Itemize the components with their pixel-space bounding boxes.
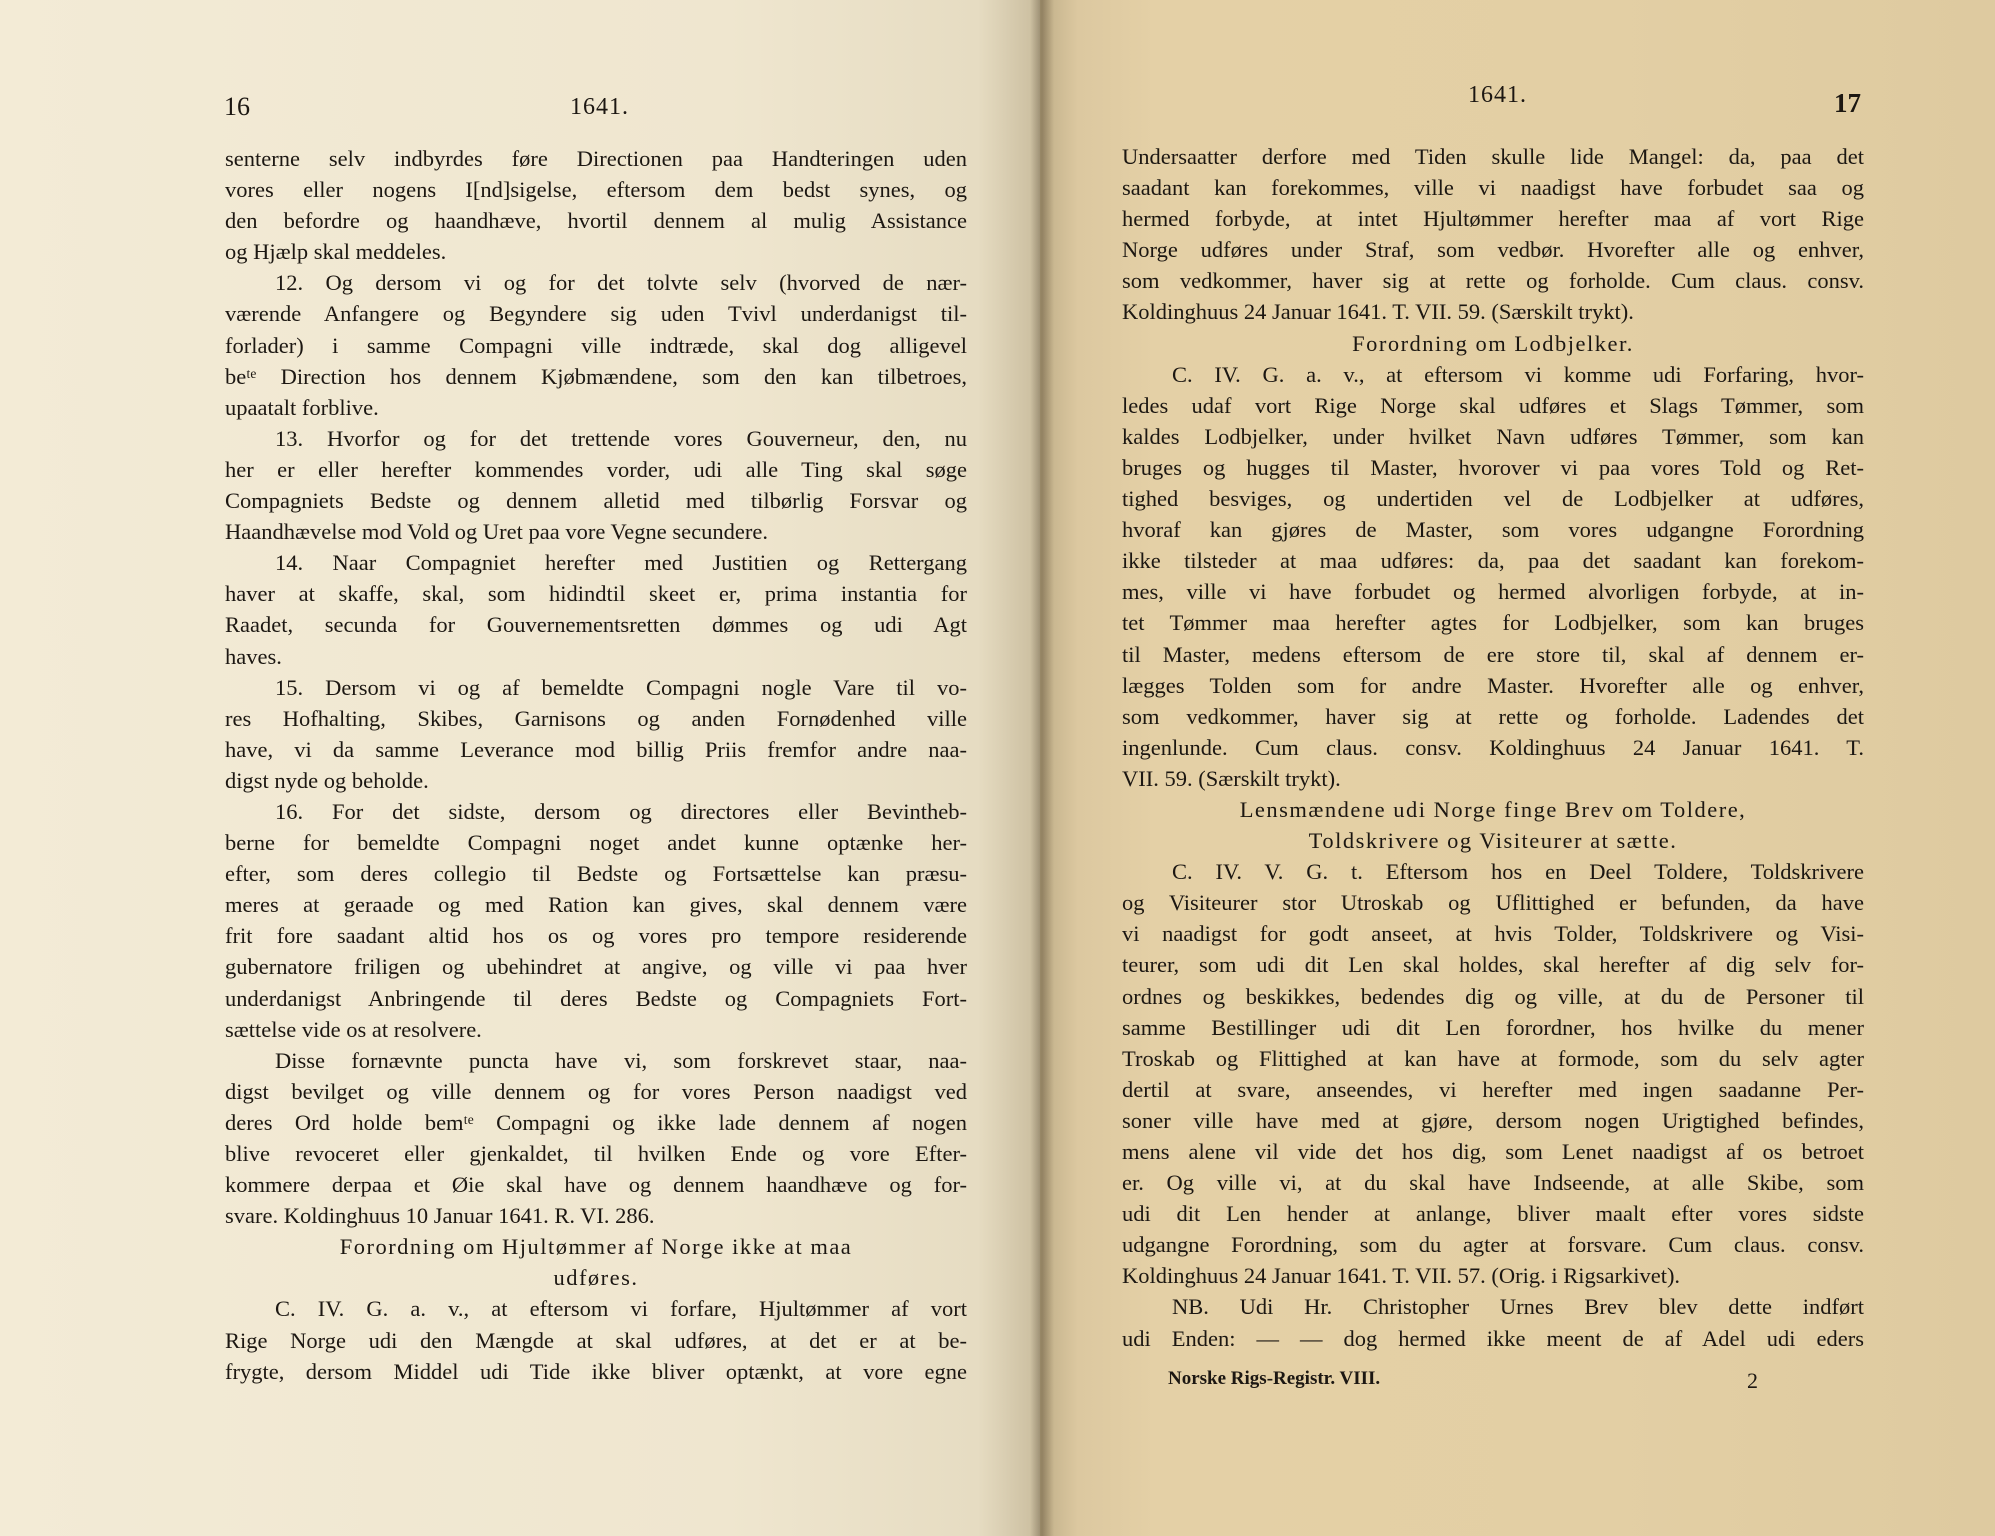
right-text-line: saadant kan forekommes, ville vi naadigst have forbudet saa og [1122,175,1864,201]
left-text-line: berne for bemeldte Compagni noget andet kunne optænke her- [225,830,967,856]
page-footer [1168,1368,1758,1393]
left-text-line: forlader) i samme Compagni ville indtræde, skal dog alligevel [225,332,967,358]
right-text-line: tet Tømmer maa herefter agtes for Lodbjelker, som kan bruges [1122,610,1864,636]
left-text-line: 12. Og dersom vi og for det tolvte selv (hvorved de nær- [275,270,967,296]
left-page-body [225,143,967,1387]
right-text-line: udi Enden: — — dog hermed ikke meent de af Adel udi eders [1122,1325,1864,1351]
left-text-line: sættelse vide os at resolvere. [225,1016,482,1042]
left-text-line: frit fore saadant altid hos os og vores pro tempore residerende [225,923,967,949]
left-text-line: haver at skaffe, skal, som hidindtil skeet er, prima instantia for [225,581,967,607]
right-text-line: ordnes og beskikkes, bedendes dig og ville, at du de Personer til [1122,983,1864,1009]
right-text-line: ledes udaf vort Rige Norge skal udføres et Slags Tømmer, som [1122,392,1864,418]
right-text-line: udi dit Len hender at anlange, bliver maalt efter vores sidste [1122,1201,1864,1227]
right-text-line: samme Bestillinger udi dit Len forordner, hos hvilke du mener [1122,1014,1864,1040]
right-text-line: NB. Udi Hr. Christopher Urnes Brev blev dette indført [1172,1294,1864,1320]
left-text-line: svare. Koldinghuus 10 Januar 1641. R. VI. 286. [225,1203,655,1229]
right-text-line: Koldinghuus 24 Januar 1641. T. VII. 59. (Særskilt trykt). [1122,299,1634,325]
right-text-line: mens alene vil vide det hos dig, som Lenet naadigst af os betroet [1122,1139,1864,1164]
left-text-line: blive revoceret eller gjenkaldet, til hvilken Ende og vore Efter- [225,1141,967,1166]
left-text-line: Rige Norge udi den Mængde at skal udføres, at det er at be- [225,1327,967,1353]
right-heading-line: Lensmændene udi Norge finge Brev om Toldere, [1239,796,1747,822]
left-text-line: her er eller herefter kommendes vorder, udi alle Ting skal søge [225,456,967,482]
right-text-line: Norge udføres under Straf, som vedbør. Hvorefter alle og enhver, [1122,237,1864,263]
page-number-left: 16 [224,92,250,121]
left-text-line: vores eller nogens I[nd]sigelse, eftersom dem bedst synes, og [225,177,967,203]
right-text-line: kaldes Lodbjelker, under hvilket Navn udføres Tømmer, som kan [1122,423,1864,449]
right-text-line: ikke tilsteder at maa udføres: da, paa det saadant kan forekom- [1122,548,1864,574]
left-text-line: værende Anfangere og Begyndere sig uden Tvivl underdanigst til- [225,301,967,327]
right-text-line: bruges og hugges til Master, hvorover vi paa vores Told og Ret- [1122,454,1864,480]
left-text-line: res Hofhalting, Skibes, Garnisons og anden Fornødenhed ville [225,705,967,731]
right-text-line: og Visiteurer stor Utroskab og Uflittighed er befunden, da have [1122,890,1864,916]
left-text-line: have, vi da samme Leverance mod billig Priis fremfor andre naa- [225,736,967,762]
right-page-body [1122,141,1864,1354]
right-text-line: tighed besviges, og undertiden vel de Lodbjelker at udføres, [1122,486,1864,512]
right-text-line: er. Og ville vi, at du skal have Indseende, at alle Skibe, som [1122,1170,1864,1196]
right-heading-line: Toldskrivere og Visiteurer at sætte. [1308,828,1678,854]
right-text-line: Undersaatter derfore med Tiden skulle lide Mangel: da, paa det [1122,144,1864,169]
left-text-line: 16. For det sidste, dersom og directores eller Bevintheb- [275,798,967,824]
left-text-line: frygte, dersom Middel udi Tide ikke bliver optænkt, at vore egne [225,1358,967,1384]
right-text-line: dertil at svare, anseendes, vi herefter med ingen saadanne Per- [1122,1076,1864,1102]
left-text-line: beᵗᵉ Direction hos dennem Kjøbmændene, som den kan tilbetroes, [225,363,967,389]
right-text-line: som vedkommer, haver sig at rette og forholde. Cum claus. consv. [1122,268,1864,294]
page-number-right: 17 [1834,88,1861,118]
right-text-line: C. IV. G. a. v., at eftersom vi komme udi Forfaring, hvor- [1172,361,1864,387]
left-text-line: 15. Dersom vi og af bemeldte Compagni nogle Vare til vo- [275,674,967,700]
right-text-line: hermed forbyde, at intet Hjultømmer herefter maa af vort Rige [1122,206,1864,232]
running-head-right: 1641. [1468,82,1527,108]
left-heading-line: Forordning om Hjultømmer af Norge ikke at maa [339,1234,853,1260]
left-text-line: deres Ord holde bemᵗᵉ Compagni og ikke lade dennem af nogen [225,1109,967,1135]
right-text-line: ingenlunde. Cum claus. consv. Koldinghuus 24 Januar 1641. T. [1122,734,1864,760]
right-heading-line: Forordning om Lodbjelker. [1352,330,1634,356]
left-text-line: 13. Hvorfor og for det trettende vores Gouverneur, den, nu [275,425,967,451]
footer-sheet-number: 2 [1747,1368,1758,1393]
right-text-line: Koldinghuus 24 Januar 1641. T. VII. 57. (Orig. i Rigsarkivet). [1122,1263,1681,1289]
left-text-line: Haandhævelse mod Vold og Uret paa vore Vegne secundere. [225,519,768,545]
left-text-line: og Hjælp skal meddeles. [225,239,447,265]
left-text-line: digst bevilget og ville dennem og for vores Person naadigst ved [225,1078,967,1104]
right-text-line: som vedkommer, haver sig at rette og forholde. Ladendes det [1122,703,1864,729]
right-text-line: udgangne Forordning, som du agter at forsvare. Cum claus. consv. [1122,1232,1864,1258]
left-text-line: gubernatore friligen og ubehindret at angive, og ville vi paa hver [225,954,967,980]
left-text-line: Disse fornævnte puncta have vi, som forskrevet staar, naa- [275,1047,967,1073]
right-text-line: Troskab og Flittighed at kan have at formode, som du selv agter [1122,1045,1864,1071]
book-gutter [1030,0,1054,1536]
left-text-line: efter, som deres collegio til Bedste og Fortsættelse kan præsu- [225,861,967,887]
left-text-line: haves. [225,643,282,669]
left-text-line: underdanigst Anbringende til deres Bedste og Compagniets Fort- [225,985,967,1011]
left-text-line: kommere derpaa et Øie skal have og dennem haandhæve og for- [225,1172,967,1198]
left-text-line: senterne selv indbyrdes føre Directionen paa Handteringen uden [225,146,967,171]
left-text-line: digst nyde og beholde. [225,767,429,793]
right-text-line: teurer, som udi dit Len skal holdes, skal herefter af dig selv for- [1122,952,1864,978]
right-text-line: C. IV. V. G. t. Eftersom hos en Deel Toldere, Toldskrivere [1172,859,1864,885]
left-text-line: Compagniets Bedste og dennem alletid med tilbørlig Forsvar og [225,488,967,514]
footer-signature: Norske Rigs-Registr. VIII. [1168,1368,1381,1389]
left-text-line: meres at geraade og med Ration kan gives, skal dennem være [225,892,967,918]
right-text-line: til Master, medens eftersom de ere store til, skal af dennem er- [1122,641,1864,667]
right-text-line: lægges Tolden som for andre Master. Hvorefter alle og enhver, [1122,672,1864,698]
right-text-line: soner ville have med at gjøre, dersom nogen Urigtighed befindes, [1122,1107,1864,1133]
left-heading-line: udføres. [553,1265,639,1291]
left-text-line: upaatalt forblive. [225,394,379,420]
left-text-line: 14. Naar Compagniet herefter med Justitien og Rettergang [275,550,967,576]
left-text-line: C. IV. G. a. v., at eftersom vi forfare, Hjultømmer af vort [275,1296,967,1322]
right-text-line: VII. 59. (Særskilt trykt). [1122,765,1341,791]
left-text-line: Raadet, secunda for Gouvernementsretten dømmes og udi Agt [225,612,967,638]
right-page [1040,0,1995,1536]
right-text-line: vi naadigst for godt anseet, at hvis Tolder, Toldskrivere og Visi- [1122,921,1864,947]
right-text-line: hvoraf kan gjøres de Master, som vores udgangne Forordning [1122,517,1864,543]
left-text-line: den befordre og haandhæve, hvortil dennem al mulig Assistance [225,208,967,234]
right-text-line: mes, ville vi have forbudet og hermed alvorligen forbyde, at in- [1122,579,1864,605]
running-head-left: 1641. [570,94,629,120]
